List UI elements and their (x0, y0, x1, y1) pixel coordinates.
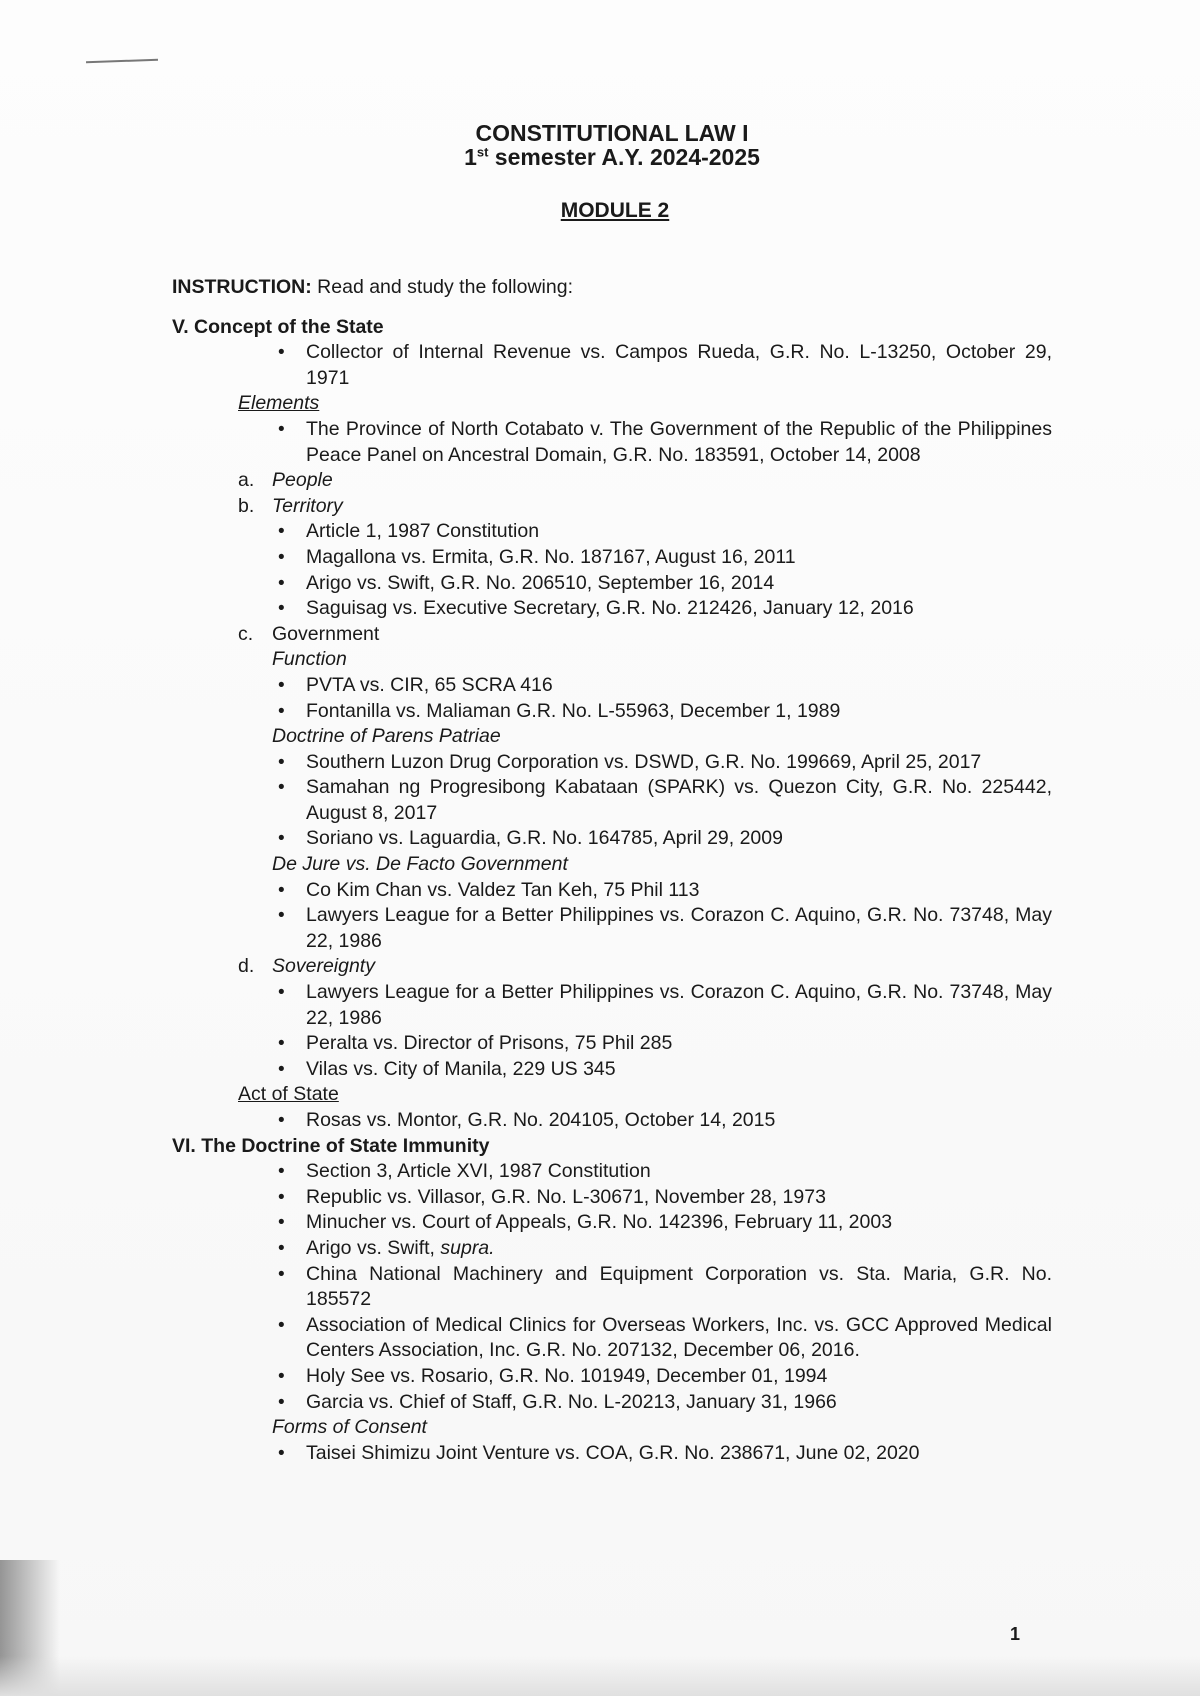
element-sovereignty (238, 954, 1052, 980)
list-item: • Arigo vs. Swift, G.R. No. 206510, September 16, 2014 (272, 571, 1052, 597)
list-item (272, 1236, 1052, 1262)
document-title: CONSTITUTIONAL LAW I (475, 120, 749, 146)
list-item: • Republic vs. Villasor, G.R. No. L-30671, November 28, 1973 (272, 1185, 1052, 1211)
dejure-defacto-label: De Jure vs. De Facto Government (272, 853, 568, 876)
parens-patriae-label: Doctrine of Parens Patriae (272, 725, 501, 748)
territory-label: Territory (272, 494, 343, 517)
semester-line (12, 144, 1200, 171)
section-v-heading: V. Concept of the State (172, 315, 384, 338)
sovereignty-list (172, 980, 1052, 1082)
document-body (172, 275, 1052, 1466)
parens-patriae-list (172, 750, 1052, 852)
list-item: • Association of Medical Clinics for Overseas Workers, Inc. vs. GCC Approved Medical Centers Association, Inc. G.R. No. 207132, December 06, 2016. (272, 1313, 1052, 1364)
government-label: Government (272, 622, 380, 645)
section-vi-heading: VI. The Doctrine of State Immunity (172, 1134, 490, 1157)
act-of-state-label: Act of State (238, 1083, 339, 1106)
elements-list (172, 417, 1052, 468)
territory-letter: b. (238, 494, 255, 517)
section-v-intro-list (172, 340, 1052, 391)
elements-label: Elements (238, 392, 320, 415)
module-heading: MODULE 2 (560, 199, 670, 222)
list-item: • Soriano vs. Laguardia, G.R. No. 164785, April 29, 2009 (272, 826, 1052, 852)
instruction-label: INSTRUCTION: (172, 276, 312, 298)
sovereignty-label: Sovereignty (272, 955, 375, 978)
forms-of-consent-list (172, 1441, 1052, 1467)
list-item: • The Province of North Cotabato v. The Government of the Republic of the Philippines Peace Panel on Ancestral Domain, G.R. No. 183591, October 14, 2008 (272, 417, 1052, 468)
semester-ordinal: 1 (464, 144, 477, 170)
list-item: • Taisei Shimizu Joint Venture vs. COA, G.R. No. 238671, June 02, 2020 (272, 1441, 1052, 1467)
element-government (238, 622, 1052, 648)
list-item: • Minucher vs. Court of Appeals, G.R. No. 142396, February 11, 2003 (272, 1210, 1052, 1236)
list-item: • Rosas vs. Montor, G.R. No. 204105, October 14, 2015 (272, 1108, 1052, 1134)
semester-sup: st (476, 144, 489, 160)
list-item: • Saguisag vs. Executive Secretary, G.R. No. 212426, January 12, 2016 (272, 596, 1052, 622)
dejure-defacto-list (172, 878, 1052, 955)
list-item: • Magallona vs. Ermita, G.R. No. 187167, August 16, 2011 (272, 545, 1052, 571)
list-item: • Peralta vs. Director of Prisons, 75 Phil 285 (272, 1031, 1052, 1057)
list-item: • Section 3, Article XVI, 1987 Constitution (272, 1159, 1052, 1185)
instruction-text: Read and study the following: (311, 276, 574, 298)
list-item: • Samahan ng Progresibong Kabataan (SPARK) vs. Quezon City, G.R. No. 225442, August 8, 2017 (272, 775, 1052, 826)
forms-of-consent-label: Forms of Consent (272, 1416, 427, 1439)
instruction-line (172, 275, 1052, 301)
list-item: • Fontanilla vs. Maliaman G.R. No. L-55963, December 1, 1989 (272, 699, 1052, 725)
list-item: • Co Kim Chan vs. Valdez Tan Keh, 75 Phil 113 (272, 878, 1052, 904)
page-number: 1 (1010, 1624, 1021, 1644)
list-item: • Vilas vs. City of Manila, 229 US 345 (272, 1057, 1052, 1083)
government-letter: c. (238, 622, 254, 645)
state-immunity-list (172, 1159, 1052, 1415)
list-item: • PVTA vs. CIR, 65 SCRA 416 (272, 673, 1052, 699)
function-label: Function (272, 648, 347, 671)
sovereignty-letter: d. (238, 955, 255, 978)
list-item: • Article 1, 1987 Constitution (272, 519, 1052, 545)
list-item: • Lawyers League for a Better Philippines vs. Corazon C. Aquino, G.R. No. 73748, May 22, 1986 (272, 980, 1052, 1031)
case-name: Arigo vs. Swift, (306, 1236, 441, 1259)
scan-artifact (86, 59, 158, 64)
element-people (238, 468, 1052, 494)
people-label: People (272, 469, 333, 492)
function-list (172, 673, 1052, 724)
list-item: • Collector of Internal Revenue vs. Campos Rueda, G.R. No. L-13250, October 29, 1971 (272, 340, 1052, 391)
supra-note: supra. (440, 1236, 495, 1259)
list-item: • Southern Luzon Drug Corporation vs. DSWD, G.R. No. 199669, April 25, 2017 (272, 750, 1052, 776)
territory-list (172, 519, 1052, 621)
list-item: • Lawyers League for a Better Philippines vs. Corazon C. Aquino, G.R. No. 73748, May 22, 1986 (272, 903, 1052, 954)
scan-shadow-bottom (0, 1656, 1200, 1696)
people-letter: a. (238, 469, 255, 492)
list-item: • Holy See vs. Rosario, G.R. No. 101949, December 01, 1994 (272, 1364, 1052, 1390)
act-of-state-list (172, 1108, 1052, 1134)
semester-rest: semester A.Y. 2024-2025 (488, 144, 760, 170)
element-territory (238, 494, 1052, 520)
list-item: • China National Machinery and Equipment Corporation vs. Sta. Maria, G.R. No. 185572 (272, 1262, 1052, 1313)
list-item: • Garcia vs. Chief of Staff, G.R. No. L-20213, January 31, 1966 (272, 1390, 1052, 1416)
